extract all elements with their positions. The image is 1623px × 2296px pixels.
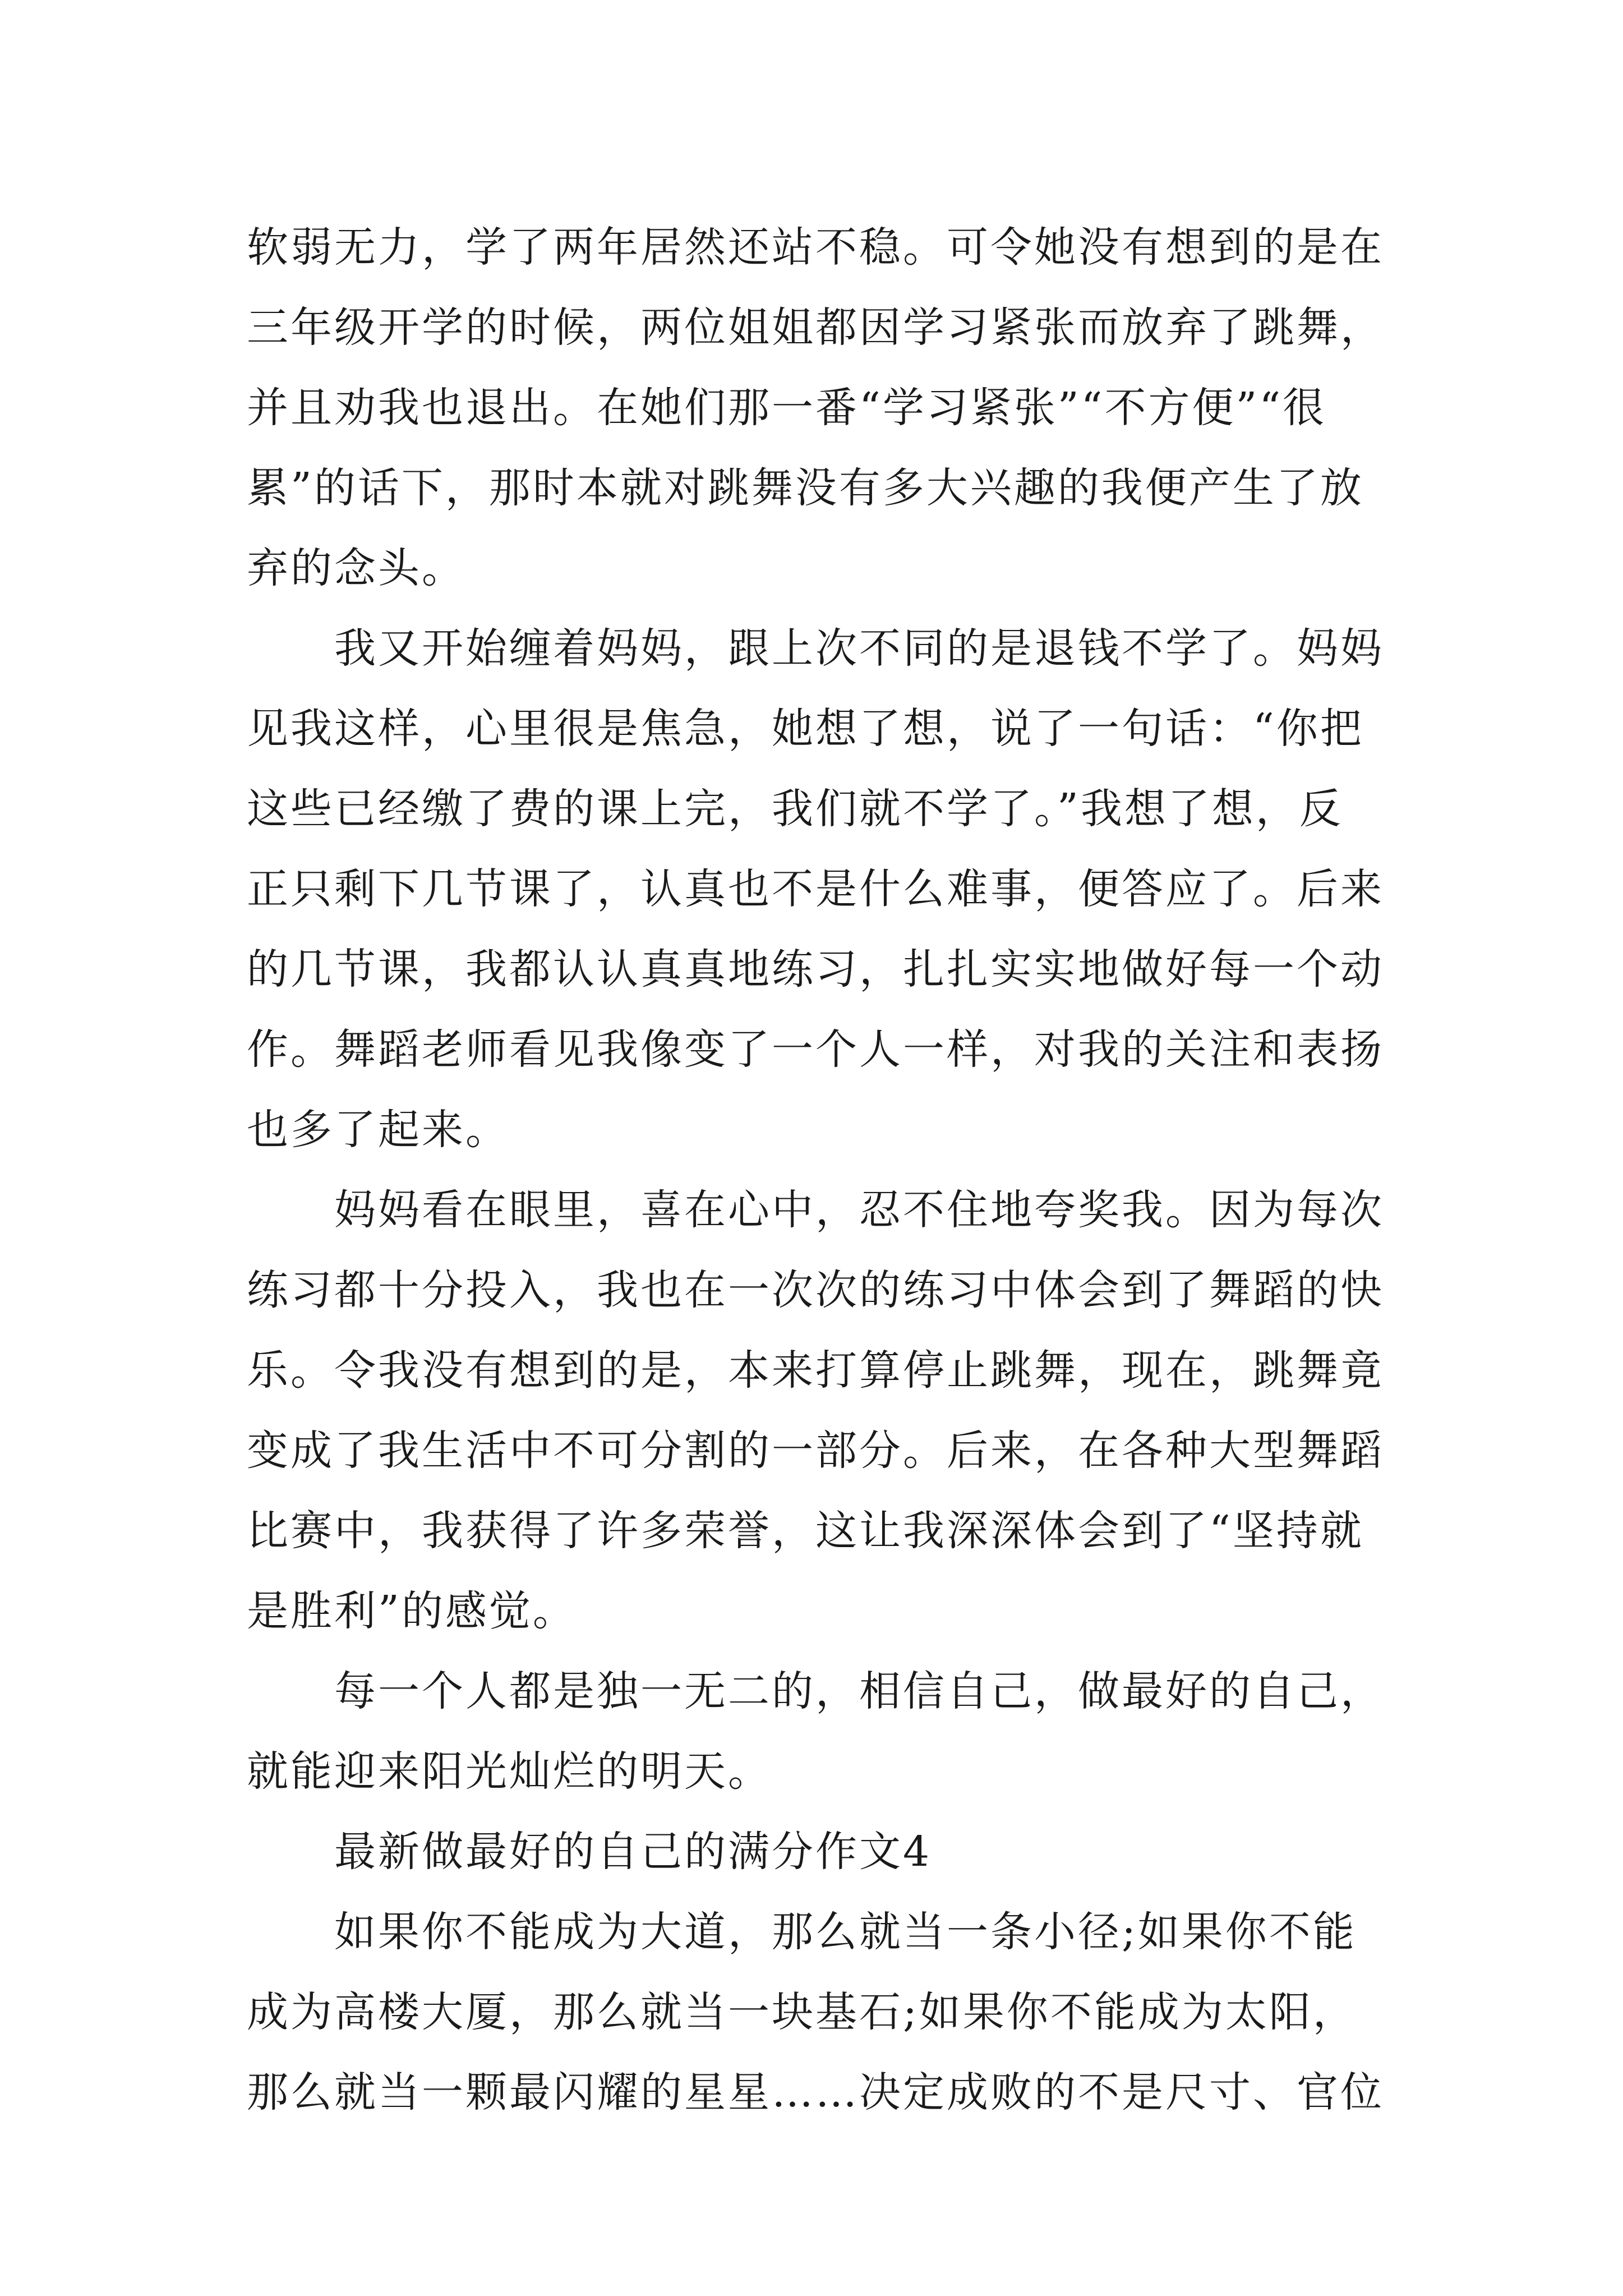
text-line: 那么就当一颗最闪耀的星星……决定成败的不是尺寸、官位	[247, 2068, 1384, 2116]
text-line: 正只剩下几节课了，认真也不是什么难事，便答应了。后来	[247, 865, 1384, 913]
text-line: 每一个人都是独一无二的，相信自己，做最好的自己，	[247, 1667, 1384, 1715]
text-line: 就能迎来阳光灿烂的明天。	[247, 1747, 772, 1796]
text-line: 是胜利”的感觉。	[247, 1587, 577, 1635]
text-line: 比赛中，我获得了许多荣誉，这让我深深体会到了“坚持就	[247, 1507, 1364, 1555]
text-line: 这些已经缴了费的课上完，我们就不学了。”我想了想，反	[247, 785, 1343, 833]
text-line: 乐。令我没有想到的是，本来打算停止跳舞，现在，跳舞竟	[247, 1346, 1384, 1395]
text-line: 变成了我生活中不可分割的一部分。后来，在各种大型舞蹈	[247, 1427, 1384, 1475]
text-line: 成为高楼大厦，那么就当一块基石;如果你不能成为太阳，	[247, 1988, 1357, 2036]
text-line: 作。舞蹈老师看见我像变了一个人一样，对我的关注和表扬	[247, 1025, 1384, 1074]
essay-body	[247, 208, 1391, 2133]
text-line: 的几节课，我都认认真真地练习，扎扎实实地做好每一个动	[247, 945, 1384, 993]
text-line: 如果你不能成为大道，那么就当一条小径;如果你不能	[247, 1908, 1357, 1956]
text-line: 见我这样，心里很是焦急，她想了想，说了一句话：“你把	[247, 705, 1364, 753]
text-line: 练习都十分投入，我也在一次次的练习中体会到了舞蹈的快	[247, 1266, 1384, 1314]
text-line: 也多了起来。	[247, 1106, 509, 1154]
text-line: 弃的念头。	[247, 544, 465, 592]
text-line: 并且劝我也退出。在她们那一番“学习紧张”“不方便”“很	[247, 384, 1327, 432]
text-line: 最新做最好的自己的满分作文4	[247, 1828, 932, 1876]
text-line: 三年级开学的时候，两位姐姐都因学习紧张而放弃了跳舞，	[247, 303, 1384, 352]
text-line: 我又开始缠着妈妈，跟上次不同的是退钱不学了。妈妈	[247, 624, 1384, 673]
text-line: 妈妈看在眼里，喜在心中，忍不住地夸奖我。因为每次	[247, 1186, 1384, 1234]
essay-text	[247, 208, 1391, 2133]
text-line: 累”的话下，那时本就对跳舞没有多大兴趣的我便产生了放	[247, 464, 1364, 512]
text-line: 软弱无力，学了两年居然还站不稳。可令她没有想到的是在	[247, 223, 1384, 272]
